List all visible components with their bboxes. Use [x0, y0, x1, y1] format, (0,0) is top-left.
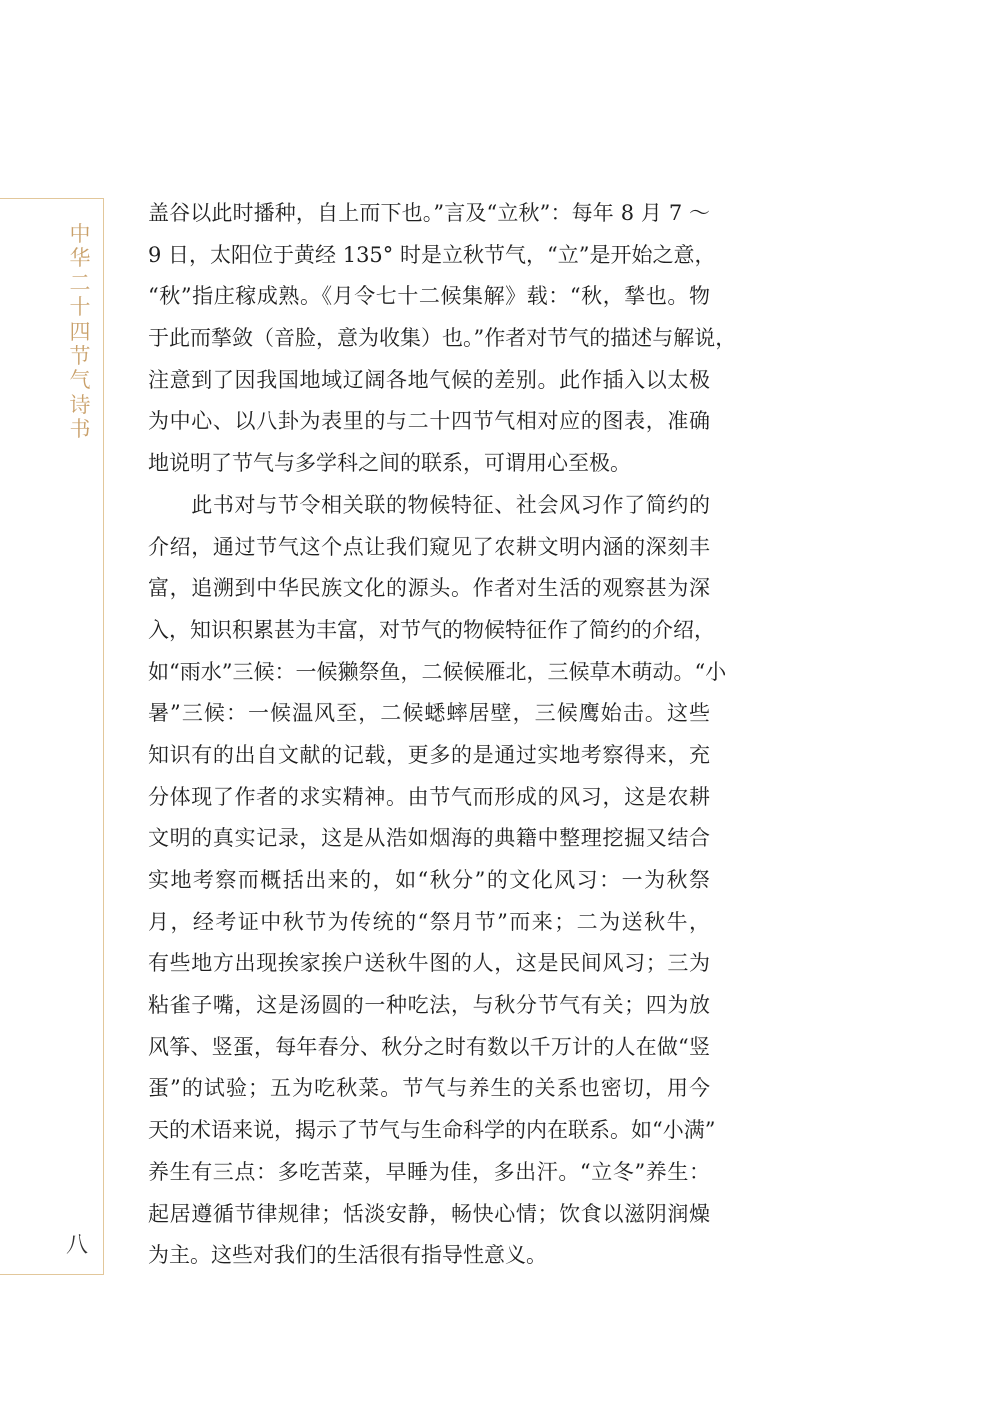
text-line: 有些地方出现挨家挨户送秋牛图的人，这是民间风习；三为	[148, 951, 710, 976]
book-title-vertical	[68, 222, 92, 442]
page-number: 八	[66, 1233, 89, 1258]
text-line: 入，知识积累甚为丰富，对节气的物候特征作了简约的介绍，	[148, 617, 715, 642]
paragraph-1	[148, 193, 737, 485]
text-line: 养生有三点：多吃苦菜，早睡为佳，多出汗。“立冬”养生：	[148, 1159, 710, 1184]
text-line: 暑”三候：一候温风至，二候蟋蟀居壁，三候鹰始击。这些	[148, 701, 710, 726]
text-line: 盖谷以此时播种，自上而下也。”言及“立秋”：每年 8 月 7 ～	[148, 201, 710, 225]
text-line: 天的术语来说，揭示了节气与生命科学的内在联系。如“小满”	[148, 1118, 716, 1143]
text-line: 于此而揫敛（音脸，意为收集）也。”作者对节气的描述与解说，	[148, 326, 737, 351]
book-title-char: 节	[69, 344, 91, 369]
text-line: 地说明了节气与多学科之间的联系，可谓用心至极。	[148, 451, 631, 476]
paragraph-2	[148, 485, 727, 1277]
text-line: 分体现了作者的求实精神。由节气而形成的风习，这是农耕	[148, 784, 710, 809]
text-line: 如“雨水”三候：一候獭祭鱼，二候候雁北，三候草木萌动。“小	[148, 659, 727, 684]
text-line: 富，追溯到中华民族文化的源头。作者对生活的观察甚为深	[148, 576, 710, 601]
text-line: 介绍，通过节气这个点让我们窥见了农耕文明内涵的深刻丰	[148, 534, 710, 559]
book-title-char: 中	[69, 222, 91, 246]
text-line: 9 日，太阳位于黄经 135° 时是立秋节气，“立”是开始之意，	[148, 242, 716, 267]
book-title-char: 二	[69, 270, 91, 295]
text-line: 为主。这些对我们的生活很有指导性意义。	[148, 1243, 547, 1268]
book-title-char: 华	[69, 246, 91, 271]
text-line: 注意到了因我国地域辽阔各地气候的差别。此作插入以太极	[148, 367, 710, 392]
text-line: 为中心、以八卦为表里的与二十四节气相对应的图表，准确	[148, 409, 710, 434]
text-line: 知识有的出自文献的记载，更多的是通过实地考察得来，充	[148, 742, 710, 767]
book-title-char: 四	[69, 319, 91, 344]
text-line: “秋”指庄稼成熟。《月令七十二候集解》载：“秋，揫也。物	[148, 284, 710, 309]
body-text	[148, 193, 737, 1277]
text-line: 实地考察而概括出来的，如“秋分”的文化风习：一为秋祭	[148, 868, 710, 892]
book-title-char: 气	[69, 368, 91, 393]
text-line: 粘雀子嘴，这是汤圆的一种吃法，与秋分节气有关；四为放	[148, 993, 710, 1018]
text-line: 起居遵循节律规律；恬淡安静，畅快心情；饮食以滋阴润燥	[148, 1201, 710, 1226]
text-line: 风筝、竖蛋，每年春分、秋分之时有数以千万计的人在做“竖	[148, 1034, 710, 1059]
book-title-char: 诗	[69, 392, 91, 417]
book-title-char: 十	[69, 295, 91, 320]
text-line: 此书对与节令相关联的物候特征、社会风习作了简约的	[148, 492, 710, 517]
text-line: 蛋”的试验；五为吃秋菜。节气与养生的关系也密切，用今	[148, 1076, 710, 1101]
text-line: 月，经考证中秋节为传统的“祭月节”而来；二为送秋牛，	[148, 909, 710, 934]
book-title-char: 书	[69, 417, 91, 442]
text-line: 文明的真实记录，这是从浩如烟海的典籍中整理挖掘又结合	[148, 826, 710, 851]
